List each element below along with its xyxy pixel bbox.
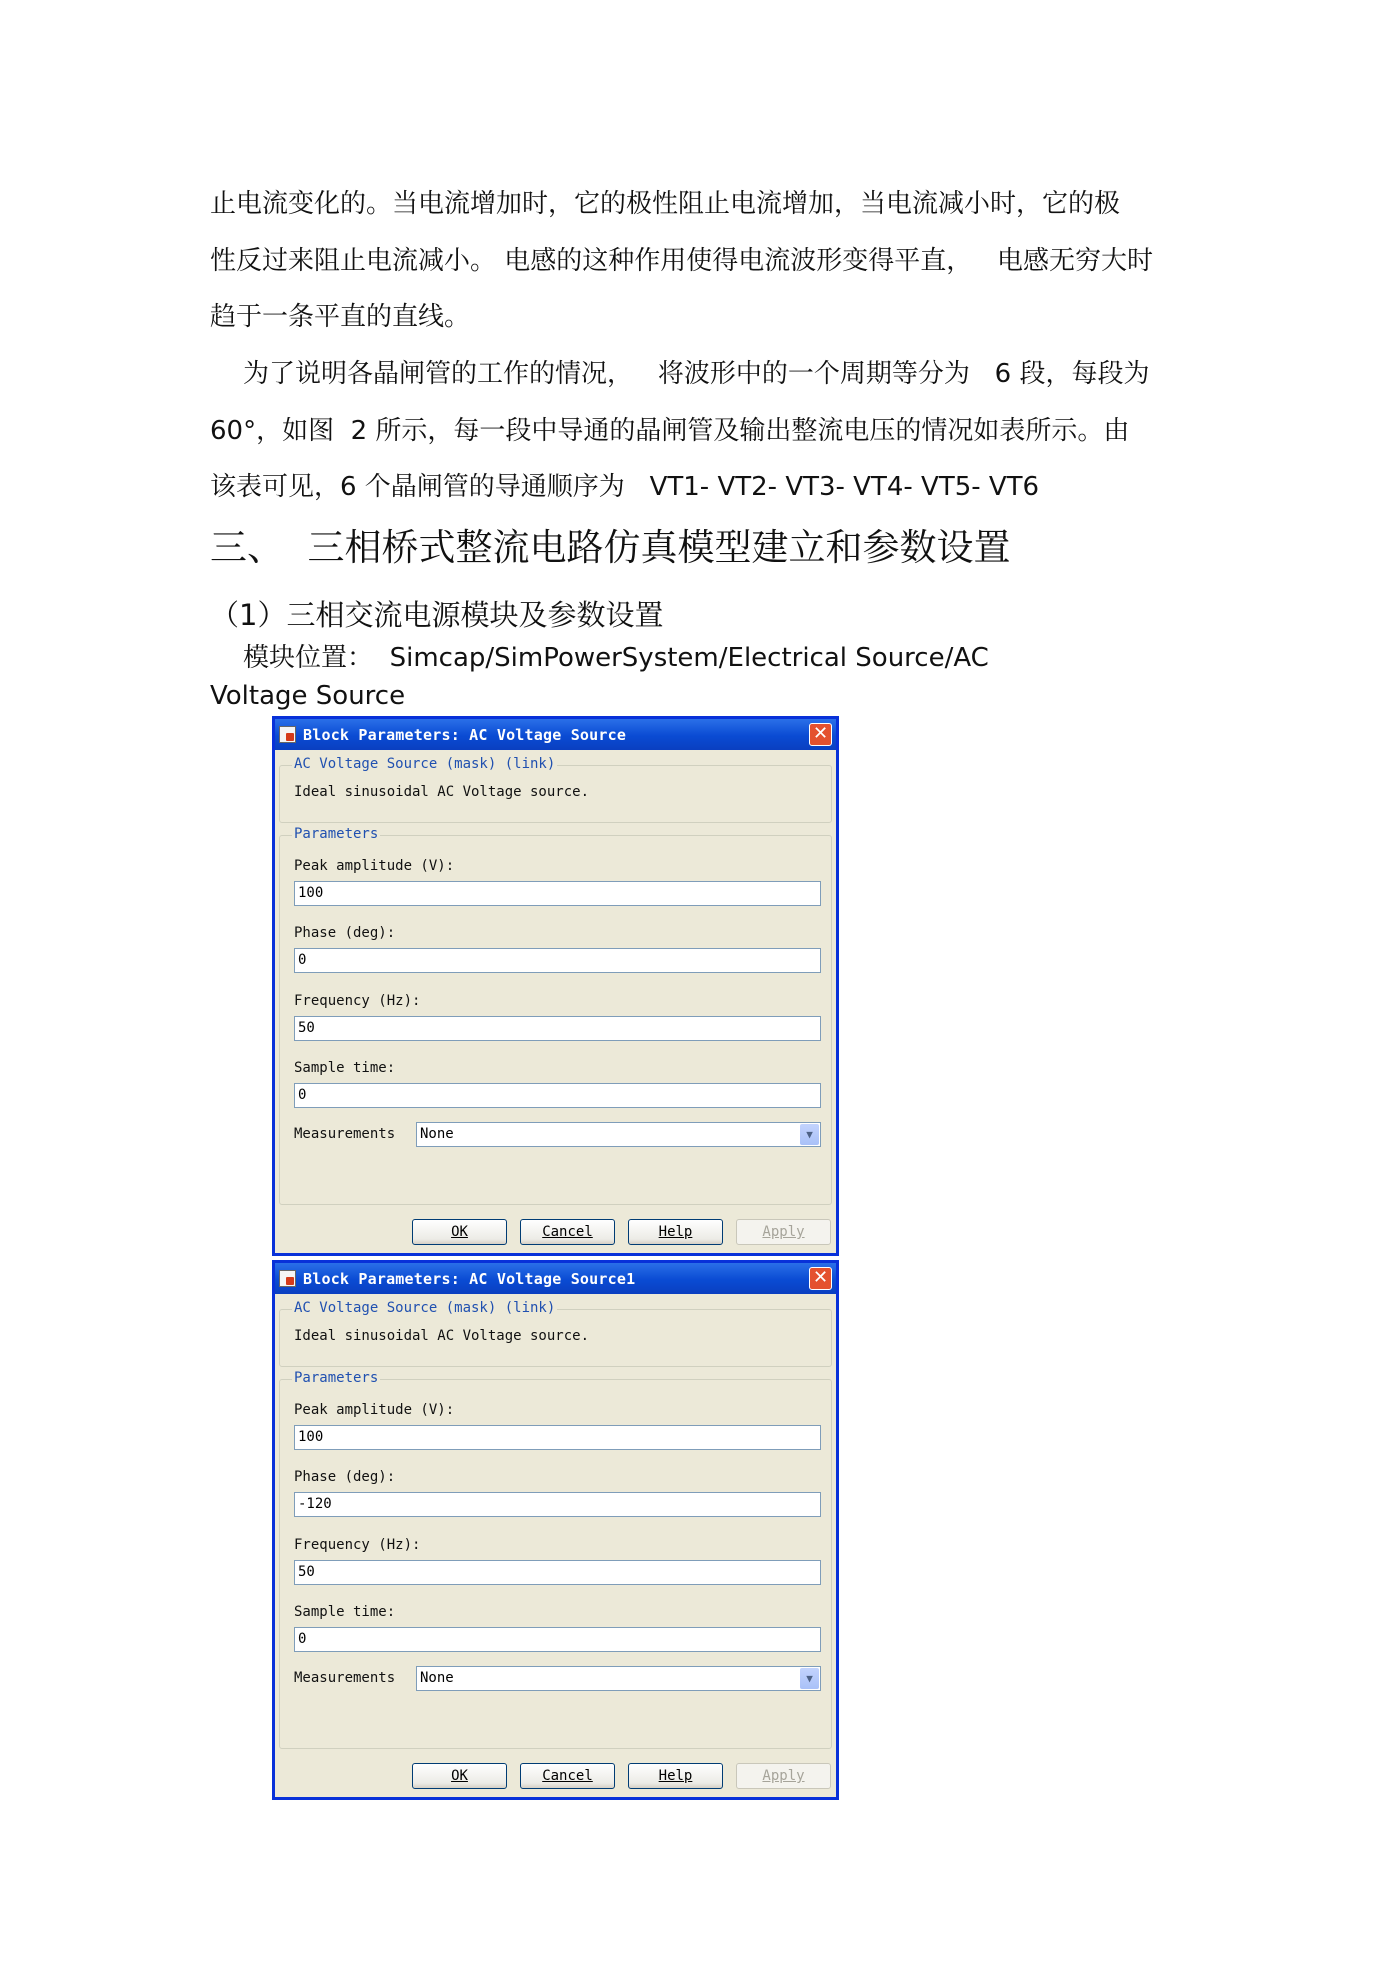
mask-description-group: [279, 1300, 832, 1367]
block-parameters-dialog: [272, 1260, 839, 1800]
paragraph-line: 该表可见，6 个晶闸管的导通顺序为 VT1- VT2- VT3- VT4- VT5- VT6: [210, 472, 1040, 502]
measurements-label: Measurements: [294, 1126, 396, 1142]
sample-time-input[interactable]: 0: [294, 1083, 821, 1108]
dialog-title: Block Parameters: AC Voltage Source1: [303, 1269, 636, 1288]
cancel-button[interactable]: Cancel: [520, 1219, 615, 1245]
parameters-title: Parameters: [294, 1370, 379, 1386]
phase-input[interactable]: -120: [294, 1492, 821, 1517]
close-icon[interactable]: ✕: [809, 723, 832, 746]
chevron-down-icon[interactable]: ▼: [800, 1668, 819, 1689]
chevron-down-icon[interactable]: ▼: [800, 1124, 819, 1145]
mask-description-group: [279, 756, 832, 823]
apply-button[interactable]: Apply: [736, 1219, 831, 1245]
paragraph-line: 趋于一条平直的直线。: [210, 302, 471, 332]
measurements-value: None: [420, 1126, 454, 1142]
subsection-heading: （1）三相交流电源模块及参数设置: [210, 598, 664, 632]
peak-amplitude-input[interactable]: 100: [294, 881, 821, 906]
module-location: 模块位置： Simcap/SimPowerSystem/Electrical Source/AC: [210, 643, 989, 673]
sample-time-label: Sample time:: [294, 1060, 396, 1076]
simulink-block-icon: [279, 726, 296, 743]
mask-description: Ideal sinusoidal AC Voltage source.: [294, 784, 590, 800]
title-bar[interactable]: [275, 1263, 836, 1294]
block-parameters-dialog: [272, 716, 839, 1256]
module-location-cont: Voltage Source: [210, 681, 406, 711]
paragraph-line: 性反过来阻止电流减小。 电感的这种作用使得电流波形变得平直， 电感无穷大时: [210, 246, 1154, 276]
cancel-button[interactable]: Cancel: [520, 1763, 615, 1789]
paragraph-line: 60°，如图 2 所示，每一段中导通的晶闸管及输出整流电压的情况如表所示。由: [210, 416, 1130, 446]
peak-amplitude-label: Peak amplitude (V):: [294, 858, 455, 874]
peak-amplitude-label: Peak amplitude (V):: [294, 1402, 455, 1418]
measurements-select[interactable]: [416, 1666, 821, 1691]
paragraph-line: 为了说明各晶闸管的工作的情况， 将波形中的一个周期等分为 6 段，每段为: [210, 359, 1150, 389]
apply-button[interactable]: Apply: [736, 1763, 831, 1789]
measurements-label: Measurements: [294, 1670, 396, 1686]
measurements-select[interactable]: [416, 1122, 821, 1147]
measurements-value: None: [420, 1670, 454, 1686]
close-icon[interactable]: ✕: [809, 1267, 832, 1290]
peak-amplitude-input[interactable]: 100: [294, 1425, 821, 1450]
phase-label: Phase (deg):: [294, 1469, 396, 1485]
parameters-group: [279, 826, 832, 1205]
paragraph-line: 止电流变化的。当电流增加时，它的极性阻止电流增加，当电流减小时，它的极: [210, 189, 1121, 219]
title-bar[interactable]: [275, 719, 836, 750]
mask-group-title: AC Voltage Source (mask) (link): [294, 1300, 556, 1316]
phase-label: Phase (deg):: [294, 925, 396, 941]
frequency-input[interactable]: 50: [294, 1016, 821, 1041]
dialog-title: Block Parameters: AC Voltage Source: [303, 725, 627, 744]
mask-group-title: AC Voltage Source (mask) (link): [294, 756, 556, 772]
ok-button[interactable]: OK: [412, 1219, 507, 1245]
simulink-block-icon: [279, 1270, 296, 1287]
ok-button[interactable]: OK: [412, 1763, 507, 1789]
frequency-label: Frequency (Hz):: [294, 993, 421, 1009]
sample-time-input[interactable]: 0: [294, 1627, 821, 1652]
parameters-group: [279, 1370, 832, 1749]
frequency-input[interactable]: 50: [294, 1560, 821, 1585]
help-button[interactable]: Help: [628, 1219, 723, 1245]
parameters-title: Parameters: [294, 826, 379, 842]
frequency-label: Frequency (Hz):: [294, 1537, 421, 1553]
mask-description: Ideal sinusoidal AC Voltage source.: [294, 1328, 590, 1344]
phase-input[interactable]: 0: [294, 948, 821, 973]
help-button[interactable]: Help: [628, 1763, 723, 1789]
section-heading: 三、 三相桥式整流电路仿真模型建立和参数设置: [210, 526, 1011, 569]
sample-time-label: Sample time:: [294, 1604, 396, 1620]
